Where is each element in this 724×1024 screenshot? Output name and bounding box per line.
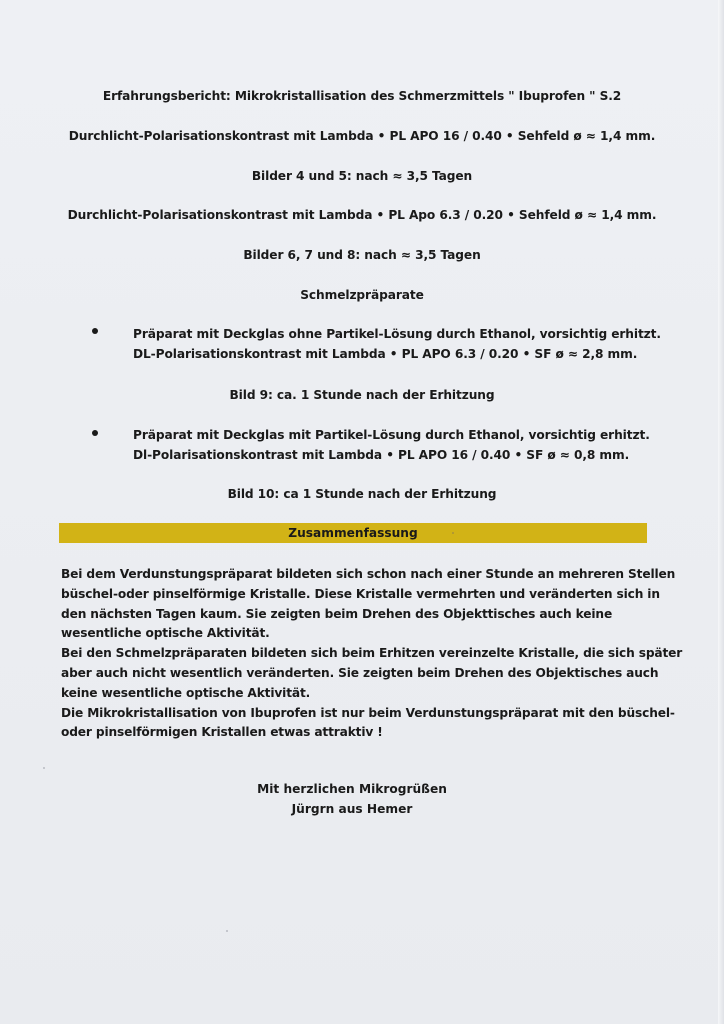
paper-speck [43, 767, 45, 769]
summary-line: Die Mikrokristallisation von Ibuprofen ist nur beim Verdunstungspräparat mit den büschel- [61, 705, 675, 720]
summary-line: den nächsten Tagen kaum. Sie zeigten beim Drehen des Objekttisches auch keine [61, 606, 613, 621]
paper-speck [452, 532, 454, 534]
images-caption-2: Bilder 6, 7 und 8: nach ≈ 3,5 Tagen [243, 248, 481, 262]
method-line-2: Durchlicht-Polarisationskontrast mit Lambda • PL Apo 6.3 / 0.20 • Sehfeld ø ≈ 1,4 mm. [67, 208, 657, 222]
summary-line: wesentliche optische Aktivität. [61, 626, 270, 641]
bullet-2-line-1: Präparat mit Deckglas mit Partikel-Lösung durch Ethanol, vorsichtig erhitzt. [133, 428, 650, 442]
summary-line: oder pinselförmigen Kristallen etwas attraktiv ! [61, 725, 383, 740]
images-caption-1: Bilder 4 und 5: nach ≈ 3,5 Tagen [251, 169, 473, 183]
bullet-item-1 [133, 324, 661, 364]
summary-line: Bei dem Verdunstungspräparat bildeten sich schon nach einer Stunde an mehreren Stellen [61, 567, 676, 581]
section-heading: Schmelzpräparate [300, 288, 424, 302]
summary-line: Bei den Schmelzpräparaten bildeten sich beim Erhitzen vereinzelte Kristalle, die sich später [61, 646, 683, 661]
bullet-item-2 [133, 425, 650, 465]
document-title: Erfahrungsbericht: Mikrokristallisation des Schmerzmittels " Ibuprofen " S.2 [102, 89, 622, 103]
bullet-1-line-1: Präparat mit Deckglas ohne Partikel-Lösung durch Ethanol, vorsichtig erhitzt. [133, 327, 661, 341]
summary-line: aber auch nicht wesentlich veränderten. Sie zeigten beim Drehen des Objektisches auch [61, 665, 659, 680]
bullet-1-line-2: DL-Polarisationskontrast mit Lambda • PL APO 6.3 / 0.20 • SF ø ≈ 2,8 mm. [133, 347, 638, 361]
paper-speck [226, 930, 228, 932]
summary-text [61, 565, 682, 743]
page-edge-shadow [718, 0, 724, 1024]
summary-heading: Zusammenfassung [288, 526, 418, 540]
image-9-caption: Bild 9: ca. 1 Stunde nach der Erhitzung [229, 388, 495, 402]
closing-signature: Jürgrn aus Hemer [291, 802, 413, 816]
bullet-dot-1 [92, 328, 98, 334]
summary-line: keine wesentliche optische Aktivität. [61, 685, 311, 700]
summary-line: büschel-oder pinselförmige Kristalle. Diese Kristalle vermehrten und veränderten sich in [61, 586, 660, 601]
image-10-caption: Bild 10: ca 1 Stunde nach der Erhitzung [227, 487, 497, 501]
method-line-1: Durchlicht-Polarisationskontrast mit Lambda • PL APO 16 / 0.40 • Sehfeld ø ≈ 1,4 mm. [68, 129, 656, 143]
bullet-dot-2 [92, 430, 98, 436]
closing-greeting: Mit herzlichen Mikrogrüßen [257, 782, 447, 796]
bullet-2-line-2: Dl-Polarisationskontrast mit Lambda • PL APO 16 / 0.40 • SF ø ≈ 0,8 mm. [133, 448, 630, 462]
summary-banner [59, 523, 647, 543]
